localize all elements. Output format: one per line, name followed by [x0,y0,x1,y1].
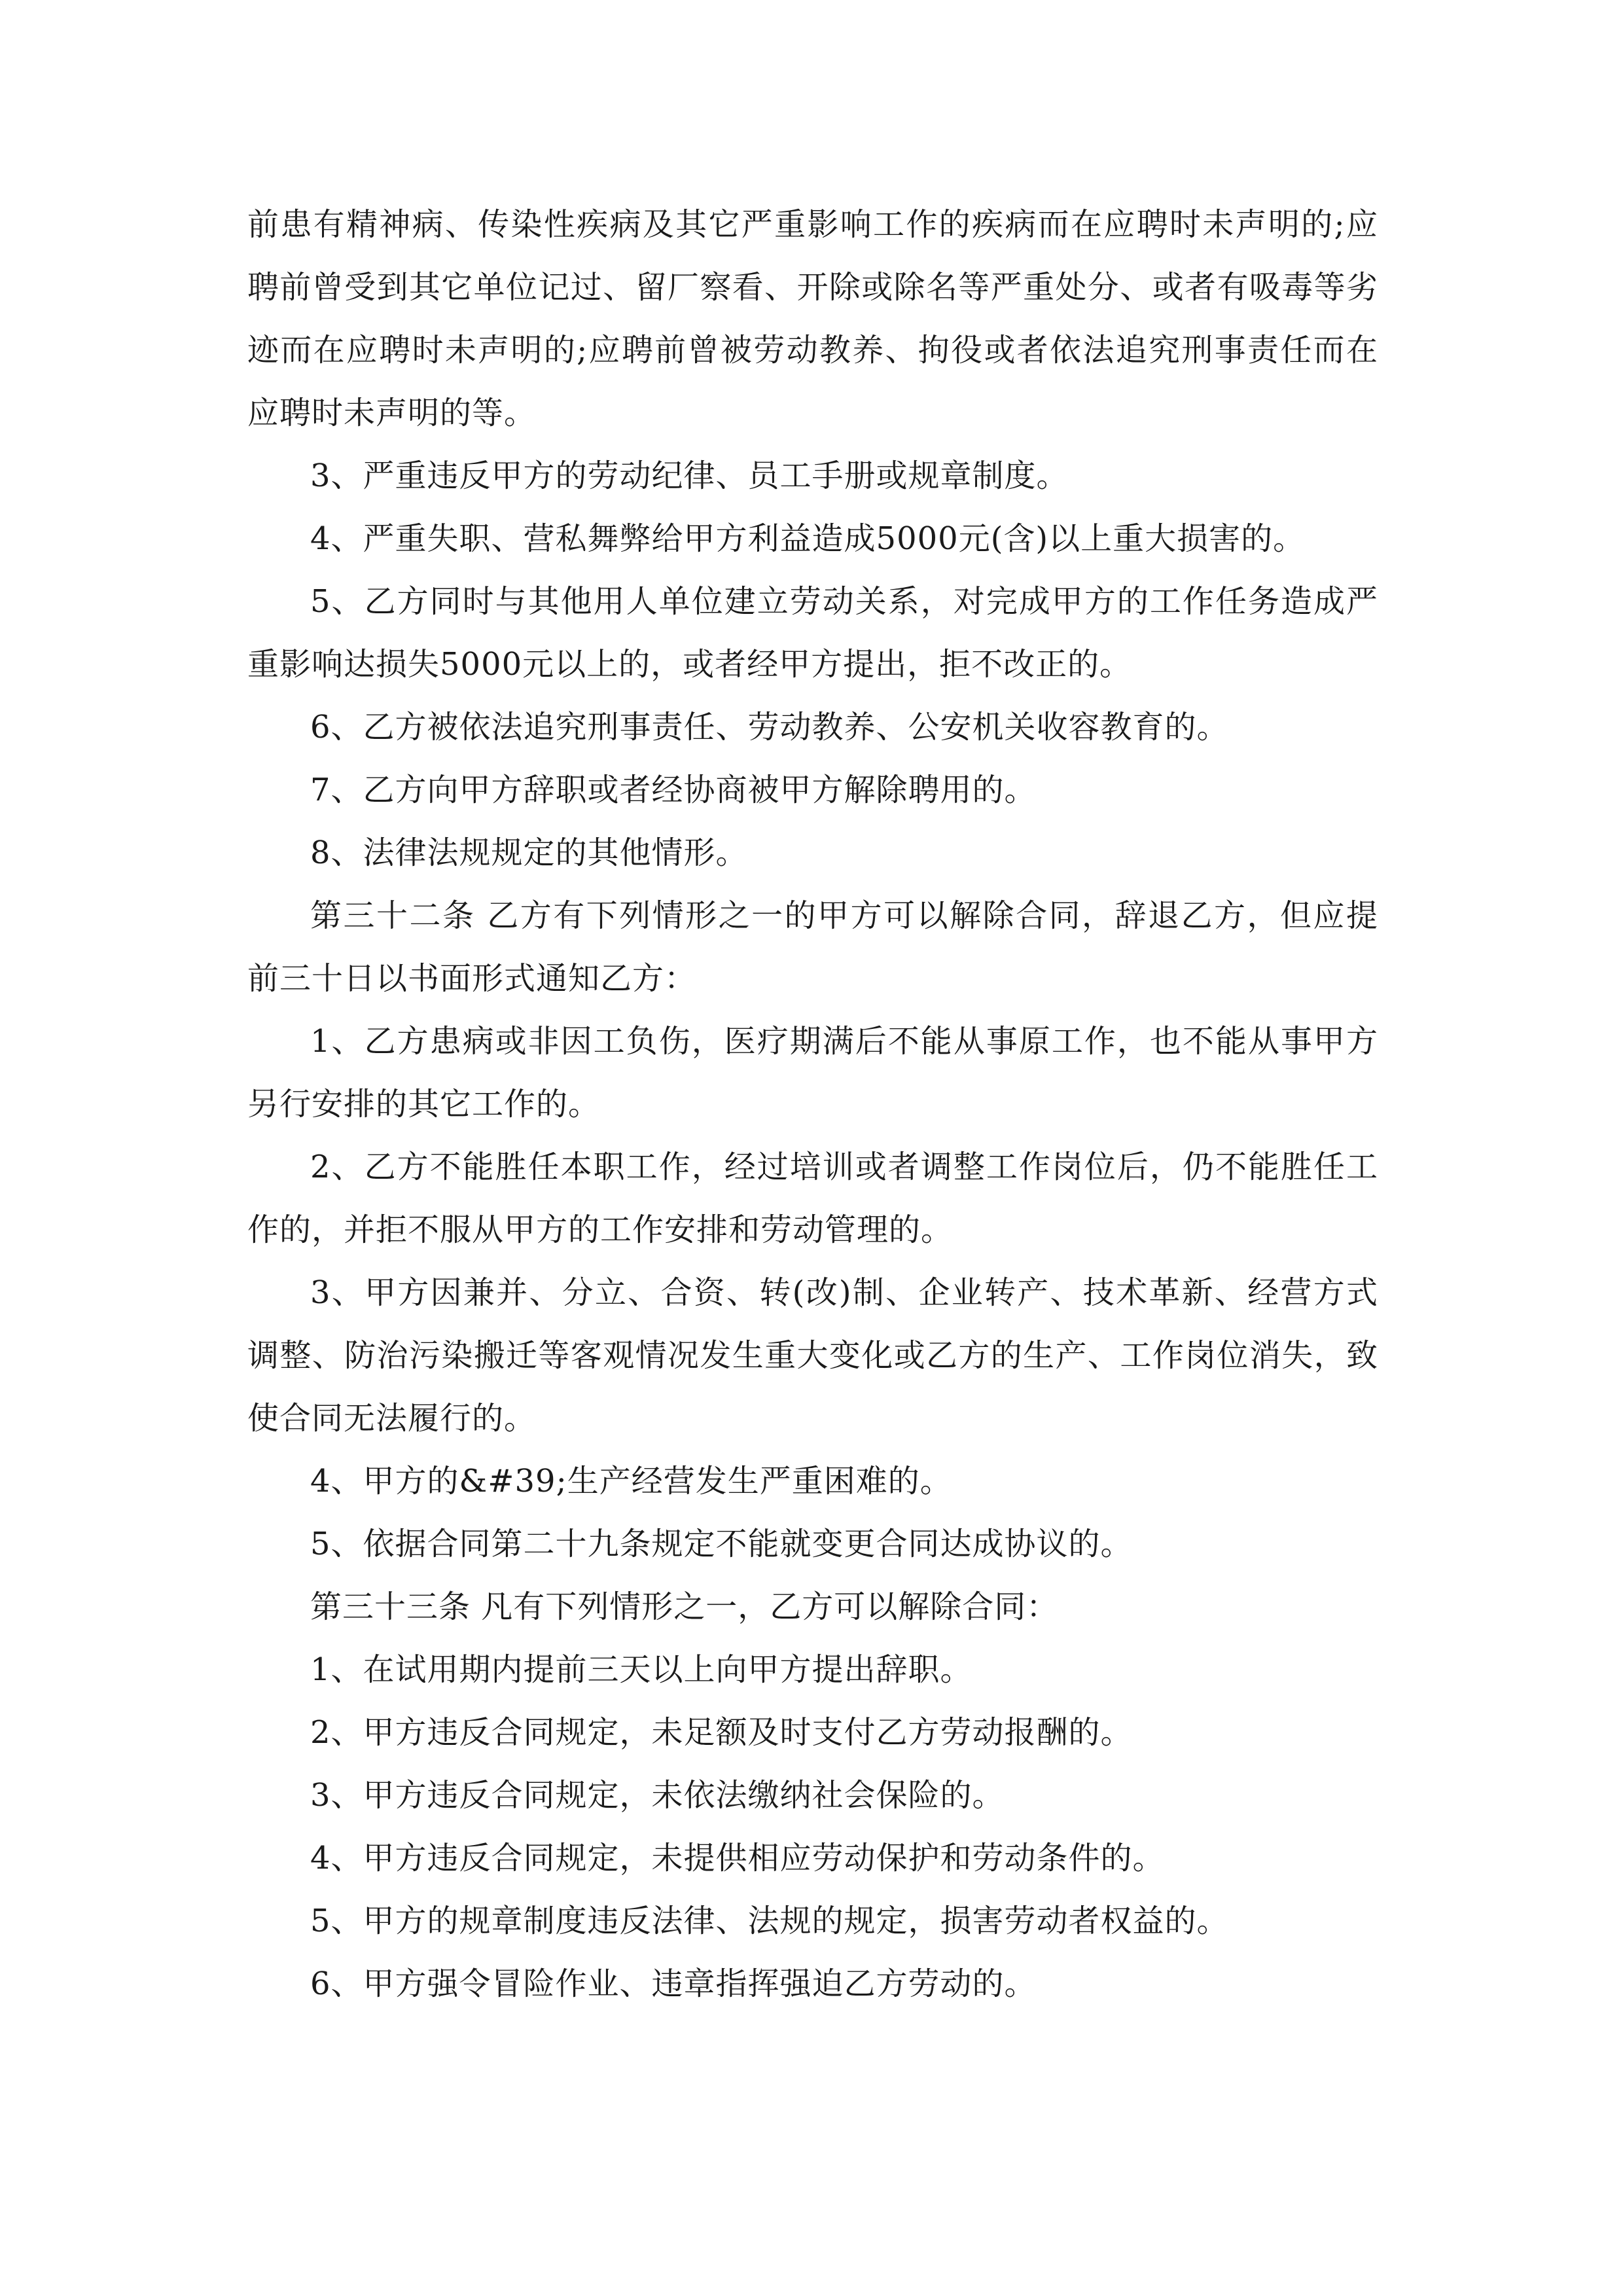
clause-item-7: 7、乙方向甲方辞职或者经协商被甲方解除聘用的。 [310,772,1037,808]
clause-item-4: 4、严重失职、营私舞弊给甲方利益造成5000元(含)以上重大损害的。 [310,520,1306,557]
article-33-item-5: 5、甲方的规章制度违反法律、法规的规定，损害劳动者权益的。 [310,1903,1229,1939]
article-33-item-4: 4、甲方违反合同规定，未提供相应劳动保护和劳动条件的。 [310,1840,1165,1876]
article-32-item-3: 3、甲方因兼并、分立、合资、转(改)制、企业转产、技术革新、经营方式调整、防治污染搬迁等客观情况发生重大变化或乙方的生产、工作岗位消失，致使合同无法履行的。 [247,1274,1378,1437]
article-33-item-2: 2、甲方违反合同规定，未足额及时支付乙方劳动报酬的。 [310,1714,1133,1751]
article-33-heading: 第三十三条 凡有下列情形之一，乙方可以解除合同： [310,1588,1059,1625]
article-32-item-1: 1、乙方患病或非因工负伤，医疗期满后不能从事原工作，也不能从事甲方另行安排的其它工作的。 [247,1023,1378,1122]
article-32-item-4: 4、甲方的&#39;生产经营发生严重困难的。 [310,1463,952,1499]
article-32-item-5: 5、依据合同第二十九条规定不能就变更合同达成协议的。 [310,1526,1133,1562]
article-33-item-6: 6、甲方强令冒险作业、违章指挥强迫乙方劳动的。 [310,1965,1037,2002]
article-32-heading: 第三十二条 乙方有下列情形之一的甲方可以解除合同，辞退乙方，但应提前三十日以书面形式通知乙方： [247,897,1378,997]
article-32-item-2: 2、乙方不能胜任本职工作，经过培训或者调整工作岗位后，仍不能胜任工作的，并拒不服从甲方的工作安排和劳动管理的。 [247,1149,1378,1248]
clause-item-8: 8、法律法规规定的其他情形。 [310,834,748,871]
clause-item-5: 5、乙方同时与其他用人单位建立劳动关系，对完成甲方的工作任务造成严重影响达损失5000元以上的，或者经甲方提出，拒不改正的。 [247,583,1378,683]
article-33-item-1: 1、在试用期内提前三天以上向甲方提出辞职。 [310,1651,972,1688]
document-body [247,193,1378,2015]
clause-item-3: 3、严重违反甲方的劳动纪律、员工手册或规章制度。 [310,457,1069,494]
clause-item-6: 6、乙方被依法追究刑事责任、劳动教养、公安机关收容教育的。 [310,709,1229,745]
article-33-item-3: 3、甲方违反合同规定，未依法缴纳社会保险的。 [310,1777,1005,1814]
paragraph-continuation: 前患有精神病、传染性疾病及其它严重影响工作的疾病而在应聘时未声明的;应聘前曾受到其它单位记过、留厂察看、开除或除名等严重处分、或者有吸毒等劣迹而在应聘时未声明的;应聘前曾被劳动教养、拘役或者依法追究刑事责任而在应聘时未声明的等。 [247,206,1378,431]
